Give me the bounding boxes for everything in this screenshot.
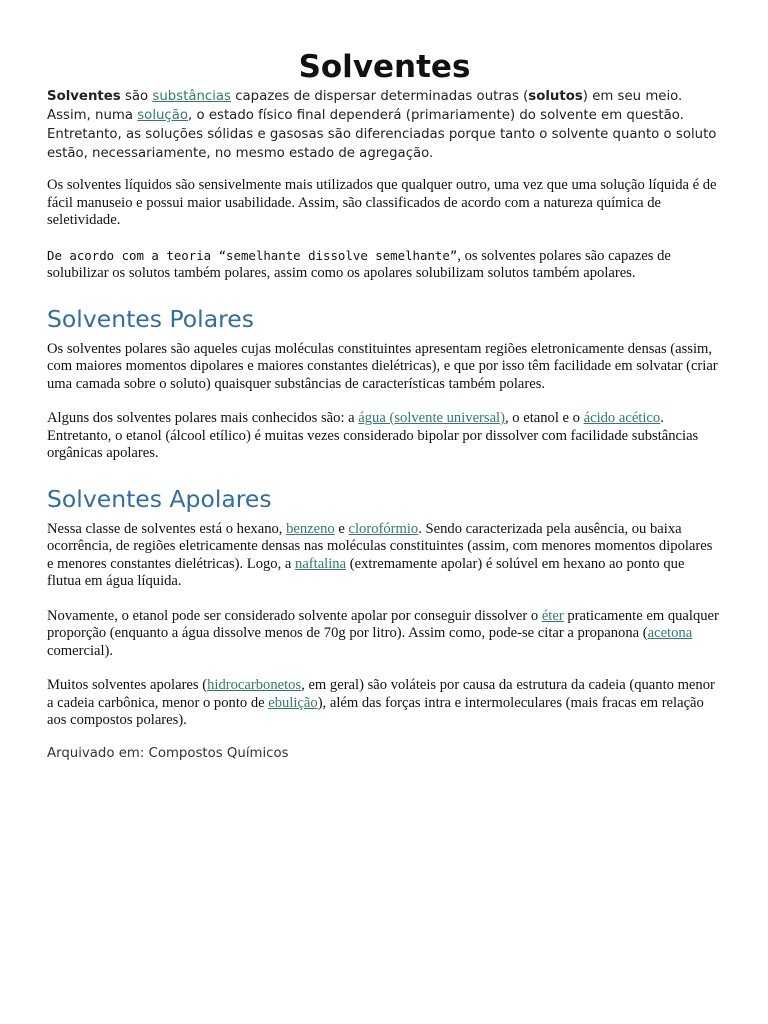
link-acetona[interactable]: acetona	[647, 625, 693, 641]
paragraph-apolares-1: Nessa classe de solventes está o hexano, benzeno e clorofórmio. Sendo caracterizada pela ausência, ou baixa ocorrência, de regiões eletricamente densas nas moléculas constituintes (assim, com menores momentos dipolares e menores constantes dielétricas). Logo, a naftalina (extremamente apolar) é solúvel em hexano ao ponto que flutua em água líquida.	[47, 520, 713, 589]
intro-bold-solutos: solutos	[528, 89, 583, 104]
archived-in-footer: Arquivado em: Compostos Químicos	[47, 745, 289, 761]
link-substancias[interactable]: substâncias	[152, 89, 231, 104]
link-ebulicao[interactable]: ebulição	[268, 694, 318, 711]
link-benzeno[interactable]: benzeno	[286, 520, 335, 537]
intro-bold-term: Solventes	[47, 89, 121, 104]
page-title: Solventes	[298, 49, 471, 85]
link-agua[interactable]: água (solvente universal)	[358, 410, 505, 426]
paragraph-apolares-2: Novamente, o etanol pode ser considerado solvente apolar por conseguir dissolver o éter praticamente em qualquer proporção (enquanto a água dissolve menos de 70g por litro). Assim como, pode-se citar a propanona (acetona comercial).	[47, 607, 719, 659]
heading-polares: Solventes Polares	[47, 304, 254, 333]
link-hidrocarbonetos[interactable]: hidrocarbonetos	[207, 677, 302, 693]
link-acido-acetico[interactable]: ácido acético	[583, 410, 661, 426]
link-eter[interactable]: éter	[541, 607, 564, 624]
link-solucao[interactable]: solução	[137, 108, 189, 123]
heading-apolares: Solventes Apolares	[47, 484, 272, 513]
paragraph-liquidos: Os solventes líquidos são sensivelmente mais utilizados que qualquer outro, uma vez que uma solução líquida é de fácil manuseio e possui maior usabilidade. Assim, são classificados de acordo com a natureza química de seletividade.	[47, 177, 717, 228]
link-cloroformio[interactable]: clorofórmio	[348, 520, 419, 537]
paragraph-polares-2: Alguns dos solventes polares mais conhecidos são: a água (solvente universal), o etanol e o ácido acético. Entretanto, o etanol (álcool etílico) é muitas vezes considerado bipolar por dissolver com facilidade substâncias orgânicas apolares.	[47, 410, 699, 461]
link-naftalina[interactable]: naftalina	[295, 555, 347, 572]
intro-paragraph: Solventes são substâncias capazes de dispersar determinadas outras (solutos) em seu meio. Assim, numa solução, o estado físico final dependerá (primariamente) do solvente em questão. Entretanto, as soluções sólidas e gasosas são diferenciadas porque tanto o solvente quanto o soluto estão, necessariamente, no mesmo estado de agregação.	[47, 89, 717, 161]
paragraph-apolares-3: Muitos solventes apolares (hidrocarbonetos, em geral) são voláteis por causa da estrutura da cadeia (quanto menor a cadeia carbônica, menor o ponto de ebulição), além das forças intra e intermoleculares (mais fracas em relação aos compostos polares).	[47, 677, 715, 728]
paragraph-teoria: De acordo com a teoria “semelhante dissolve semelhante”, os solventes polares são capazes de solubilizar os solutos também polares, assim como os apolares solubilizam solutos também apolares.	[47, 247, 671, 281]
paragraph-polares-1: Os solventes polares são aqueles cujas moléculas constituintes apresentam regiões eletronicamente densas (assim, com maiores momentos dipolares e maiores constantes dielétricas), e que por isso têm facilidade em solvatar (criar uma camada sobre o soluto) quaisquer substâncias de características também polares.	[47, 340, 718, 392]
